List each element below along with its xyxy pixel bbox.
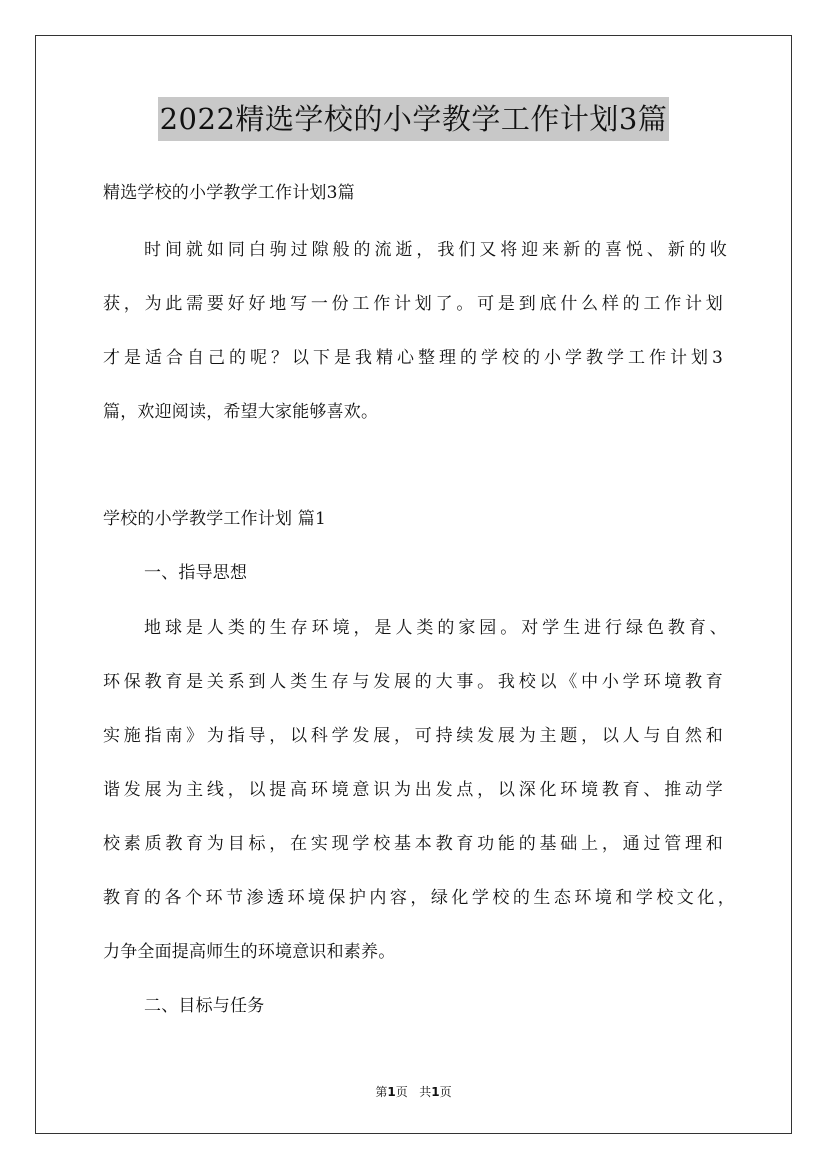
footer-page-prefix: 第 — [375, 1085, 388, 1099]
body-line-5: 校素质教育为目标，在实现学校基本教育功能的基础上，通过管理和 — [103, 834, 723, 854]
body-line-6: 教育的各个环节渗透环境保护内容，绿化学校的生态环境和学校文化， — [103, 888, 735, 908]
body-line-1: 地球是人类的生存环境，是人类的家园。对学生进行绿色教育、 — [144, 618, 727, 638]
intro-line-1: 时间就如同白驹过隙般的流逝，我们又将迎来新的喜悦、新的收 — [144, 240, 727, 260]
footer-total-suffix: 页 — [439, 1085, 452, 1099]
document-title: 2022精选学校的小学教学工作计划3篇 — [158, 97, 670, 141]
intro-line-4: 篇，欢迎阅读，希望大家能够喜欢。 — [103, 402, 379, 422]
heading-goals-tasks: 二、目标与任务 — [144, 996, 265, 1016]
page-footer — [0, 1083, 827, 1100]
footer-page-suffix: 页 — [395, 1085, 408, 1099]
document-subtitle: 精选学校的小学教学工作计划3篇 — [103, 183, 355, 203]
intro-line-2: 获，为此需要好好地写一份工作计划了。可是到底什么样的工作计划 — [103, 294, 723, 314]
section-heading: 学校的小学教学工作计划 篇1 — [103, 509, 327, 529]
footer-total-prefix: 共 — [419, 1085, 432, 1099]
intro-line-3: 才是适合自己的呢？以下是我精心整理的学校的小学教学工作计划3 — [103, 348, 723, 368]
body-line-7: 力争全面提高师生的环境意识和素养。 — [103, 942, 396, 962]
body-line-4: 谐发展为主线，以提高环境意识为出发点，以深化环境教育、推动学 — [103, 780, 723, 800]
footer-total-number: 1 — [431, 1085, 440, 1099]
title-container — [0, 97, 827, 141]
body-line-2: 环保教育是关系到人类生存与发展的大事。我校以《中小学环境教育 — [103, 672, 723, 692]
body-line-3: 实施指南》为指导，以科学发展，可持续发展为主题，以人与自然和 — [103, 726, 723, 746]
heading-guiding-ideology: 一、指导思想 — [144, 563, 248, 583]
footer-page-number: 1 — [387, 1085, 396, 1099]
